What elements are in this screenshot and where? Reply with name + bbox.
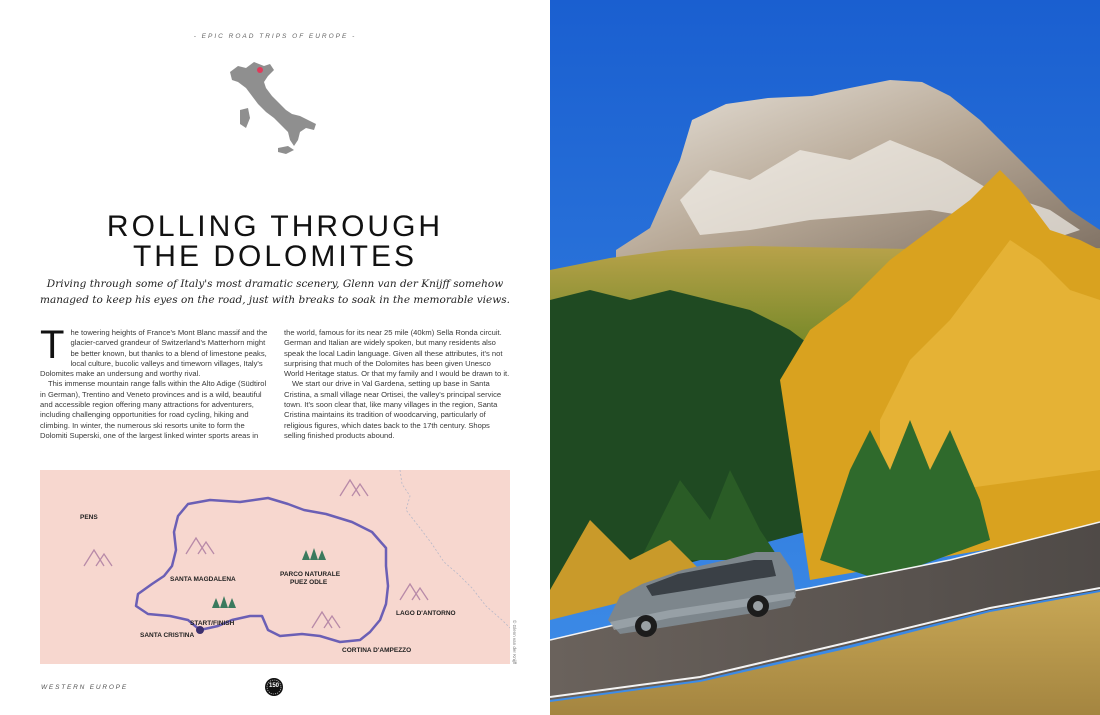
- map-label-pens: PENS: [80, 514, 98, 521]
- body-paragraph: The towering heights of France's Mont Blanc massif and the glacier-carved grandeur of Switzerland's Matterhorn might be better known, but thanks to a blend of limestone peaks, local culture, bucolic valleys and timeworn villages, Italy's Dolomites make an undersung and worthy rival.: [40, 323, 268, 379]
- dolomites-photo: [550, 0, 1100, 715]
- map-label-santa-magdalena: SANTA MAGDALENA: [170, 576, 236, 583]
- standfirst: Driving through some of Italy's most dramatic scenery, Glenn van der Knijff somehow managed to keep his eyes on the road, just with breaks to soak in the memorable views.: [40, 278, 510, 306]
- italy-map-icon: [224, 58, 320, 156]
- body-column-1: [40, 323, 270, 441]
- body-column-2: [284, 328, 512, 441]
- map-label-parco-2: PUEZ ODLE: [290, 579, 328, 586]
- start-marker: [196, 626, 204, 634]
- dropcap: T: [40, 323, 65, 367]
- article-title: [0, 212, 550, 272]
- title-line-2: THE DOLOMITES: [132, 240, 418, 273]
- map-label-lago: LAGO D'ANTORNO: [396, 610, 456, 617]
- route-map: [40, 470, 510, 664]
- body-paragraph: This immense mountain range falls within the Alto Adige (Südtirol in German), Trentino and Veneto provinces and is a wild, beautiful and accessible region offering many attractions for adventurers, including challenging opportunities for road cycling, hiking and climbing. In winter, the numerous ski resorts unite to form the Dolomiti Superski, one of the largest linked winter sports areas in: [40, 379, 267, 440]
- map-label-santa-cristina: SANTA CRISTINA: [140, 632, 195, 639]
- map-label-start: START/FINISH: [190, 620, 235, 627]
- page-number: 150: [268, 683, 279, 689]
- right-page: [550, 0, 1100, 715]
- body-paragraph: the world, famous for its near 25 mile (40km) Sella Ronda circuit. German and Italian are widely spoken, but many residents also speak the local Ladin language. Given all these attributes, it's not surprising that much of the Dolomites has been given Unesco World Heritage status. Or that my family and I would be drawn to it.: [284, 328, 510, 379]
- body-paragraph: We start our drive in Val Gardena, setting up base in Santa Cristina, a small village near Ortisei, the valley's principal service town. It's soon clear that, like many villages in the region, Santa Cristina maintains its tradition of woodcarving, particularly of religious figures, which dates back to the 17th century. Shops selling finished products abound.: [284, 379, 502, 440]
- running-head: - EPIC ROAD TRIPS OF EUROPE -: [193, 33, 357, 40]
- map-label-cortina: CORTINA D'AMPEZZO: [342, 647, 412, 654]
- photo-credit: © Glenn van der Knijff: [512, 620, 517, 665]
- title-line-1: ROLLING THROUGH: [106, 210, 444, 243]
- map-label-parco-1: PARCO NATURALE: [280, 571, 341, 578]
- footer-region: WESTERN EUROPE: [41, 684, 128, 691]
